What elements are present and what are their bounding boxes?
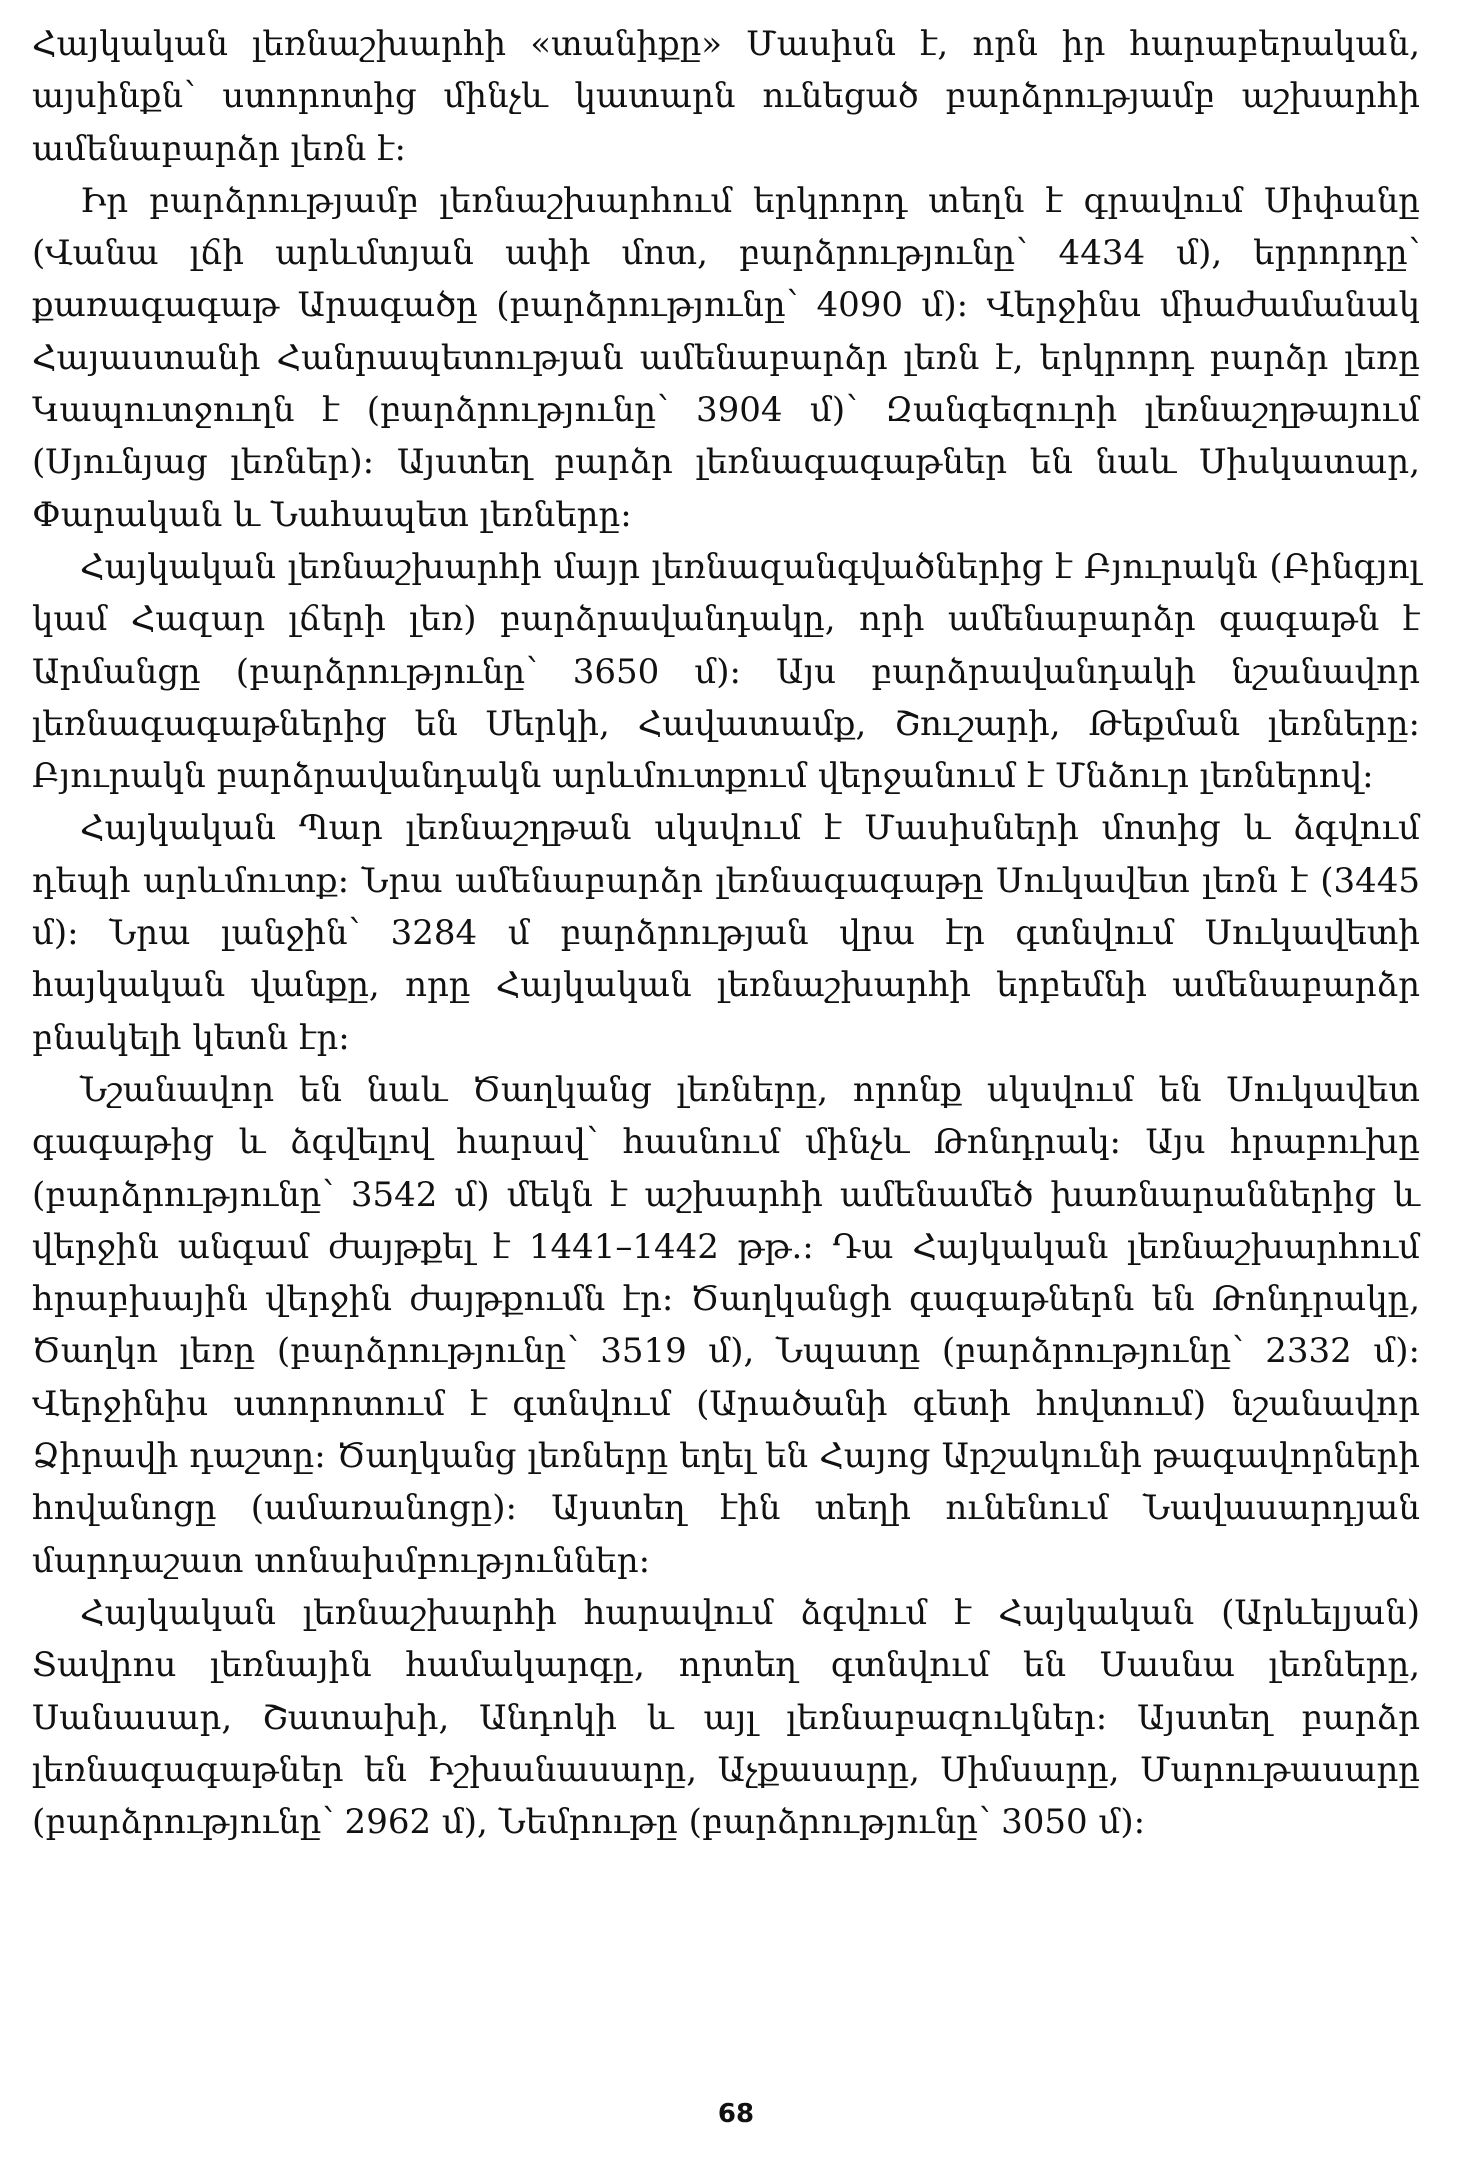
page-body [32,18,1420,1848]
page-number: 68 [717,2099,755,2129]
paragraph-1: Հայկական լեռնաշխարհի «տանիքը» Մասիսն է, որն իր հարաբերական, այսինքն՝ ստորոտից մինչև կատարն ունեցած բարձրությամբ աշխարհի ամենաբարձր լեռն է: [32,24,1420,169]
paragraph-5: Նշանավոր են նաև Ծաղկանց լեռները, որոնք սկսվում են Սուկավետ գագաթից և ձգվելով հարավ՝ հասնում մինչև Թոնդրակ: Այս հրաբուխը (բարձրությունը՝ 3542 մ) մեկն է աշխարհի ամենամեծ խառնարաններից և վերջին անգամ ժայթքել է 1441–1442 թթ.: Դա Հայկական լեռնաշխարհում հրաբխային վերջին ժայթքումն էր: Ծաղկանցի գագաթներն են Թոնդրակը, Ծաղկո լեռը (բարձրությունը՝ 3519 մ), Նպատը (բարձրությունը՝ 2332 մ): Վերջինիս ստորոտում է գտնվում (Արածանի գետի հովտում) նշանավոր Ձիրավի դաշտը: Ծաղկանց լեռները եղել են Հայոց Արշակունի թագավորների հովանոցը (ամառանոցը): Այստեղ էին տեղի ունենում Նավասարդյան մարդաշատ տոնախմբություններ: [32,1069,1420,1581]
paragraph-4: Հայկական Պար լեռնաշղթան սկսվում է Մասիսների մոտից և ձգվում դեպի արևմուտք: Նրա ամենաբարձր լեռնագագաթը Սուկավետ լեռն է (3445 մ): Նրա լանջին՝ 3284 մ բարձրության վրա էր գտնվում Սուկավետի հայկական վանքը, որը Հայկական լեռնաշխարհի երբեմնի ամենաբարձր բնակելի կետն էր: [32,808,1420,1058]
paragraph-6: Հայկական լեռնաշխարհի հարավում ձգվում է Հայկական (Արևելյան) Տավրոս լեռնային համակարգը, որտեղ գտնվում են Սասնա լեռները, Սանասար, Շատախի, Անդոկի և այլ լեռնաբազուկներ: Այստեղ բարձր լեռնագագաթներ են Իշխանասարը, Աչքասարը, Սիմսարը, Մարութասարը (բարձրությունը՝ 2962 մ), Նեմրութը (բարձրությունը՝ 3050 մ): [32,1592,1420,1843]
paragraph-3: Հայկական լեռնաշխարհի մայր լեռնազանգվածներից է Բյուրակն (Բինգյոլ կամ Հազար լճերի լեռ) բարձրավանդակը, որի ամենաբարձր գագաթն է Արմանցը (բարձրությունը՝ 3650 մ): Այս բարձրավանդակի նշանավոր լեռնագագաթներից են Սերկի, Հավատամք, Շուշարի, Թեքման լեռները: Բյուրակն բարձրավանդակն արևմուտքում վերջանում է Մնձուր լեռներով: [32,546,1420,797]
paragraph-2: Իր բարձրությամբ լեռնաշխարհում երկրորդ տեղն է գրավում Սիփանը (Վանա լճի արևմտյան ափի մոտ, բարձրությունը՝ 4434 մ), երրորդը՝ քառագագաթ Արագածը (բարձրությունը՝ 4090 մ): Վերջինս միաժամանակ Հայաստանի Հանրապետության ամենաբարձր լեռն է, երկրորդ բարձր լեռը Կապուտջուղն է (բարձրությունը՝ 3904 մ)՝ Զանգեզուրի լեռնաշղթայում (Սյունյաց լեռներ): Այստեղ բարձր լեռնագագաթներ են նաև Սիսկատար, Փարական և Նահապետ լեռները: [32,180,1420,535]
